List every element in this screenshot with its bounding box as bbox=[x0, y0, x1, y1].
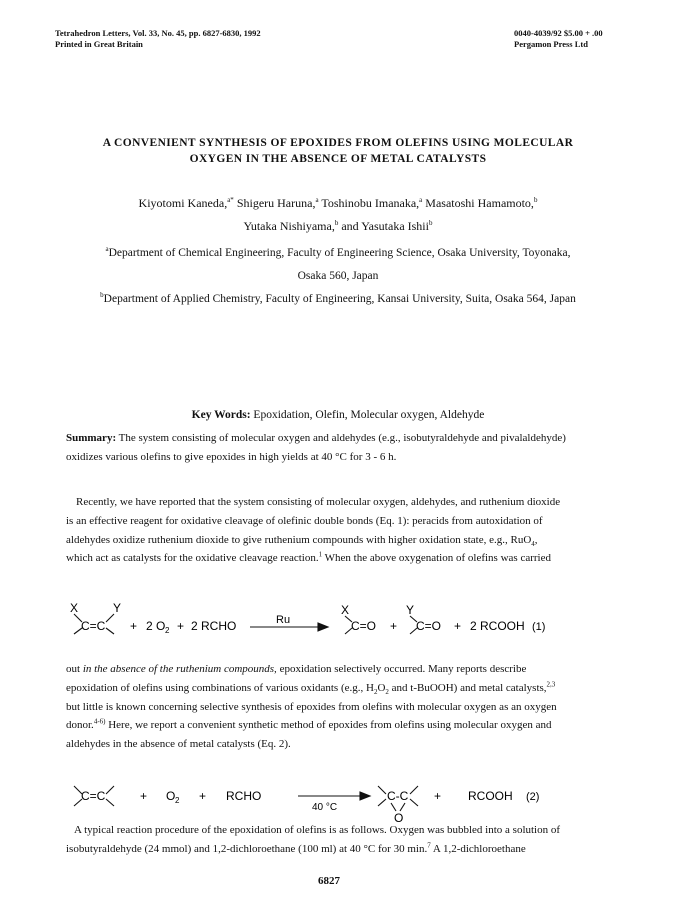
affiliation-b-text: Department of Applied Chemistry, Faculty of Engineering, Kansai University, Suita, Osaka 564, Japan bbox=[103, 293, 576, 305]
citation-line: Tetrahedron Letters, Vol. 33, No. 45, pp. 6827-6830, 1992 bbox=[55, 28, 261, 38]
eq2-olefin: C=C bbox=[81, 789, 106, 803]
eq2-acid: RCOOH bbox=[468, 789, 513, 803]
text-line bbox=[66, 549, 598, 568]
author-name: Kiyotomi Kaneda, bbox=[138, 196, 228, 210]
author-name: Yutaka Nishiyama, bbox=[243, 219, 335, 233]
text-span: epoxidation of olefins using combinations of various oxidants (e.g., H bbox=[66, 681, 374, 694]
subscript: 4 bbox=[531, 539, 535, 548]
author-affiliation-mark: a bbox=[419, 196, 423, 204]
text-line: aldehydes in the absence of metal catalysts (Eq. 2). bbox=[66, 738, 291, 751]
text-span: epoxidation selectively occurred. Many reports describe bbox=[276, 663, 527, 675]
eq1-x-label: X bbox=[70, 601, 79, 615]
text-line bbox=[66, 716, 598, 735]
eq1-olefin: C=C bbox=[81, 619, 106, 633]
reference-mark: 7 bbox=[427, 841, 431, 850]
text-span: aldehydes oxidize ruthenium dioxide to give ruthenium compounds with higher oxidation state, e.g., RuO bbox=[66, 533, 532, 546]
summary-line-2: oxidizes various olefins to give epoxides in high yields at 40 °C for 3 - 6 h. bbox=[66, 450, 397, 463]
text-line bbox=[66, 660, 598, 679]
eq1-y-label: Y bbox=[113, 601, 122, 615]
eq1-product1: C=O bbox=[351, 619, 377, 633]
authors-line-2 bbox=[20, 216, 656, 236]
eq1-plus: + bbox=[454, 619, 462, 633]
eq1-plus: + bbox=[177, 619, 185, 633]
reference-mark: 2,3 bbox=[546, 680, 556, 689]
author-affiliation-mark: b bbox=[334, 219, 339, 227]
affiliations bbox=[20, 243, 656, 309]
text-span: out bbox=[66, 663, 83, 675]
author-affiliation-mark: a* bbox=[227, 196, 234, 204]
author-affiliation-mark: b bbox=[533, 196, 538, 204]
author-affiliation-mark: a bbox=[315, 196, 319, 204]
affiliation-mark: b bbox=[100, 291, 104, 300]
text-span: , bbox=[534, 533, 538, 546]
reference-mark: 4-6) bbox=[93, 717, 106, 726]
summary-text: The system consisting of molecular oxygen and aldehydes (e.g., isobutyraldehyde and pivalaldehyde) bbox=[116, 432, 566, 444]
subscript: 2 bbox=[373, 687, 378, 696]
text-span: O bbox=[377, 681, 386, 694]
keywords bbox=[20, 405, 656, 425]
text-span: A 1,2-dichloroethane bbox=[430, 842, 526, 855]
body-paragraph-3 bbox=[66, 821, 598, 859]
eq1-aldehyde: 2 RCHO bbox=[191, 619, 237, 633]
text-line bbox=[66, 679, 598, 698]
summary bbox=[66, 429, 598, 467]
summary-label: Summary: bbox=[66, 432, 117, 444]
eq2-condition: 40 °C bbox=[312, 802, 338, 813]
keywords-label: Key Words: bbox=[191, 409, 251, 421]
affiliation-a-text: Department of Chemical Engineering, Faculty of Engineering Science, Osaka University, Toyonaka, bbox=[108, 247, 571, 259]
title-line-2: OXYGEN IN THE ABSENCE OF METAL CATALYSTS bbox=[189, 153, 487, 165]
eq1-product1-x: X bbox=[341, 603, 350, 617]
journal-citation bbox=[55, 28, 261, 50]
title-line-1: A CONVENIENT SYNTHESIS OF EPOXIDES FROM OLEFINS USING MOLECULAR bbox=[102, 137, 574, 149]
text-span: donor. bbox=[66, 719, 94, 732]
text-span: and t-BuOOH) and metal catalysts, bbox=[388, 681, 547, 694]
text-span: Here, we report a convenient synthetic method of epoxides from olefins using molecular oxygen and bbox=[105, 719, 552, 732]
italic-span: in the absence of the ruthenium compounds, bbox=[82, 663, 277, 675]
publisher: Pergamon Press Ltd bbox=[514, 39, 588, 49]
subscript: 2 bbox=[385, 687, 389, 696]
price-code bbox=[514, 28, 603, 50]
printed-in: Printed in Great Britain bbox=[55, 39, 143, 49]
text-span: When the above oxygenation of olefins was carried bbox=[322, 552, 551, 565]
eq1-product2: C=O bbox=[416, 619, 442, 633]
eq2-plus: + bbox=[140, 789, 148, 803]
text-line bbox=[66, 840, 598, 859]
authors-line-1 bbox=[20, 193, 656, 213]
eq1-plus: + bbox=[390, 619, 398, 633]
author-name: Toshinobu Imanaka, bbox=[318, 196, 420, 210]
body-paragraph-2 bbox=[66, 660, 598, 754]
text-line: is an effective reagent for oxidative cleavage of olefinic double bonds (Eq. 1): peracids from autoxidation of bbox=[66, 514, 543, 527]
equation-1 bbox=[60, 600, 620, 650]
affiliation-a-city: Osaka 560, Japan bbox=[297, 270, 379, 282]
author-name: and Yasutaka Ishii bbox=[338, 219, 429, 233]
body-paragraph-1 bbox=[66, 493, 598, 568]
eq1-oxygen: 2 O bbox=[146, 619, 166, 633]
affiliation-mark: a bbox=[105, 245, 109, 254]
eq1-acid: 2 RCOOH bbox=[470, 619, 525, 633]
authors bbox=[20, 193, 656, 236]
text-span: isobutyraldehyde (24 mmol) and 1,2-dichloroethane (100 ml) at 40 °C for 30 min. bbox=[66, 842, 428, 855]
issn-price: 0040-4039/92 $5.00 + .00 bbox=[514, 28, 603, 38]
text-line bbox=[66, 531, 598, 550]
eq1-catalyst: Ru bbox=[276, 614, 291, 626]
summary-line-1 bbox=[66, 429, 598, 448]
eq1-product2-y: Y bbox=[406, 603, 415, 617]
author-name: Masatoshi Hamamoto, bbox=[422, 196, 534, 210]
eq1-plus: + bbox=[130, 619, 138, 633]
author-affiliation-mark: b bbox=[428, 219, 433, 227]
text-span: which act as catalysts for the oxidative cleavage reaction. bbox=[66, 552, 319, 565]
eq2-plus: + bbox=[434, 789, 442, 803]
affiliation-b bbox=[20, 289, 656, 309]
eq1-number: (1) bbox=[532, 621, 546, 633]
eq2-epoxide-oxygen: O bbox=[394, 811, 404, 825]
page-number: 6827 bbox=[318, 875, 340, 887]
author-name: Shigeru Haruna, bbox=[233, 196, 316, 210]
reference-mark: 1 bbox=[318, 550, 323, 559]
eq2-number: (2) bbox=[526, 791, 540, 803]
text-line: Recently, we have reported that the system consisting of molecular oxygen, aldehydes, and ruthenium dioxide bbox=[76, 496, 561, 508]
eq2-oxygen-sub: 2 bbox=[175, 796, 180, 805]
paper-title bbox=[40, 135, 636, 167]
affiliation-a bbox=[20, 243, 656, 263]
eq2-aldehyde: RCHO bbox=[226, 789, 262, 803]
text-line: A typical reaction procedure of the epoxidation of olefins is as follows. Oxygen was bubbled into a solution of bbox=[74, 824, 561, 836]
eq2-plus: + bbox=[199, 789, 207, 803]
keywords-text: Epoxidation, Olefin, Molecular oxygen, Aldehyde bbox=[250, 409, 485, 421]
eq1-oxygen-sub: 2 bbox=[165, 626, 170, 635]
eq2-epoxide: C-C bbox=[387, 789, 409, 803]
eq2-oxygen: O bbox=[166, 789, 176, 803]
text-line: but little is known concerning selective synthesis of epoxides from olefins with molecular oxygen as an oxygen bbox=[66, 700, 557, 713]
